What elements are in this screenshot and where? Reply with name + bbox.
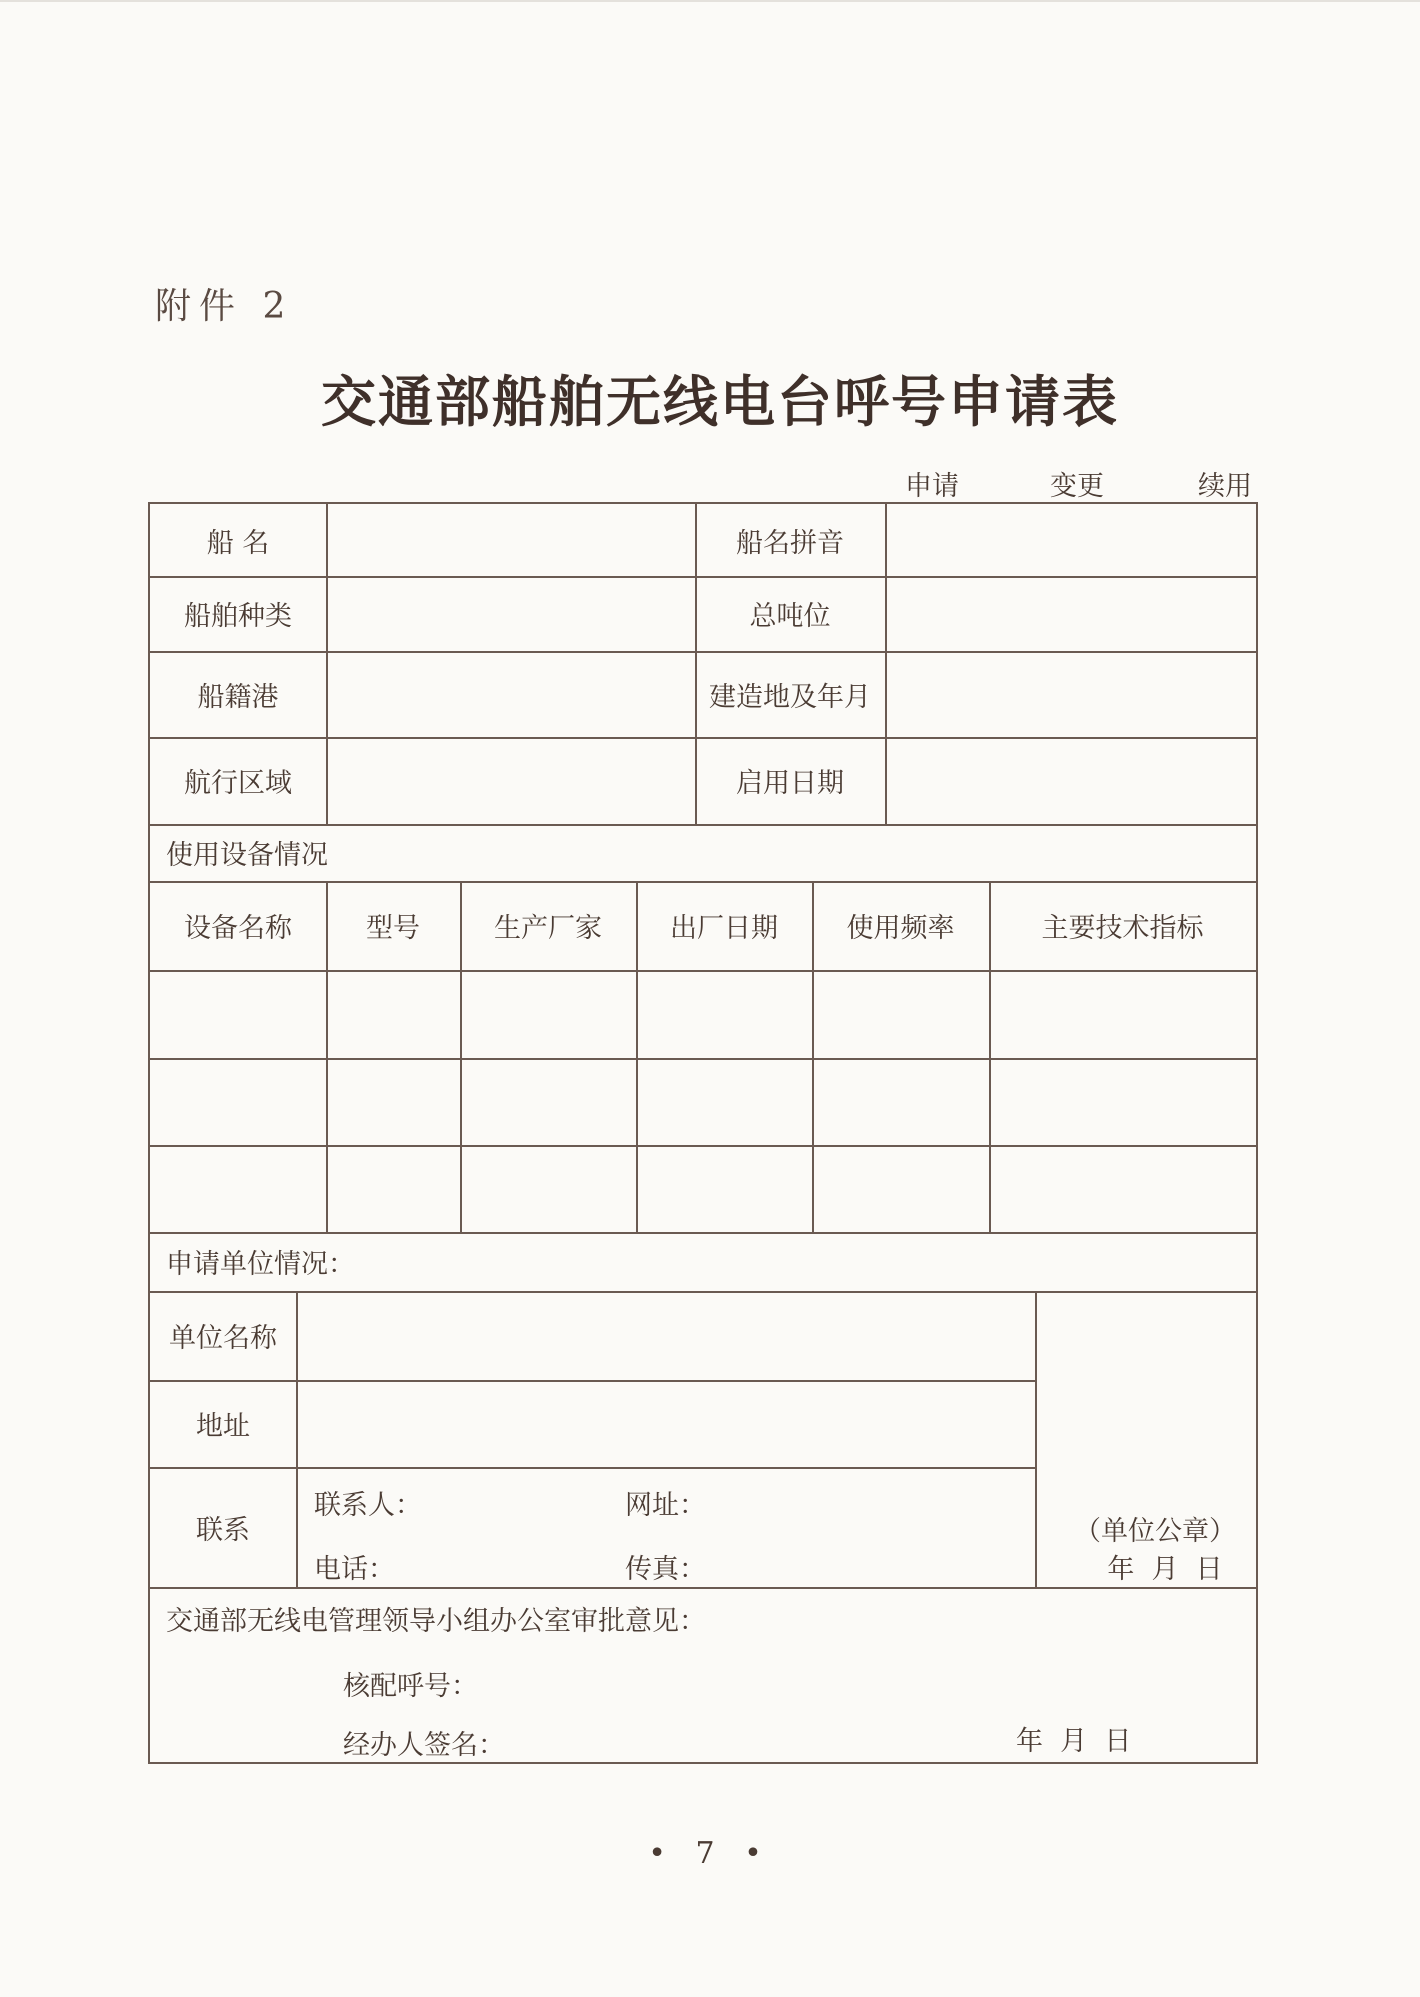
column-frequency: 使用频率: [846, 913, 955, 944]
column-equipment-name: 设备名称: [184, 913, 292, 944]
col-divider: [326, 504, 328, 824]
label-fax: 传真：: [625, 1553, 706, 1585]
label-handler-signature: 经办人签名：: [343, 1729, 505, 1761]
attachment-label: 附件 2: [155, 286, 294, 327]
row-divider: [150, 1058, 1256, 1060]
col-divider: [1035, 1291, 1037, 1587]
option-change: 变更: [1050, 471, 1104, 502]
approval-section-title: 交通部无线电管理领导小组办公室审批意见：: [166, 1605, 706, 1637]
label-contact: 联系: [196, 1514, 250, 1546]
column-manufacture-date: 出厂日期: [670, 913, 778, 944]
label-navigation-area: 航行区域: [184, 768, 292, 799]
page-number: • 7 •: [648, 1836, 772, 1871]
applicant-section-title: 申请单位情况：: [166, 1249, 355, 1280]
row-divider: [150, 1291, 1256, 1293]
row-divider: [150, 970, 1256, 972]
label-approval-date: 年 月 日: [1016, 1725, 1132, 1757]
row-divider: [150, 1145, 1256, 1147]
label-build-place-date: 建造地及年月: [709, 681, 871, 713]
form-title: 交通部船舶无线电台呼号申请表: [320, 369, 1119, 434]
label-gross-tonnage: 总吨位: [749, 601, 831, 632]
label-address: 地址: [196, 1411, 250, 1442]
label-unit-seal: （单位公章）: [1074, 1515, 1236, 1547]
label-ship-type: 船舶种类: [184, 601, 292, 632]
column-model: 型号: [366, 913, 420, 944]
col-divider: [885, 504, 887, 824]
equipment-section-title: 使用设备情况: [166, 840, 328, 871]
option-apply: 申请: [905, 471, 959, 502]
label-unit-name: 单位名称: [169, 1323, 277, 1354]
option-renew: 续用: [1198, 471, 1252, 502]
row-divider: [150, 1587, 1256, 1589]
col-divider: [296, 1291, 298, 1587]
label-port-of-registry: 船籍港: [197, 681, 279, 713]
label-commission-date: 启用日期: [736, 768, 844, 799]
label-contact-person: 联系人：: [314, 1489, 422, 1521]
column-manufacturer: 生产厂家: [494, 913, 602, 944]
label-assigned-call-sign: 核配呼号：: [343, 1670, 478, 1702]
label-website: 网址：: [625, 1489, 706, 1521]
label-phone: 电话：: [314, 1553, 395, 1585]
label-ship-name-pinyin: 船名拼音: [736, 527, 844, 559]
column-technical-specs: 主要技术指标: [1041, 913, 1204, 944]
label-ship-name: 船 名: [206, 527, 270, 559]
scan-edge: [0, 0, 1420, 2]
application-form-table: [148, 502, 1258, 1764]
label-seal-date: 年 月 日: [1107, 1553, 1223, 1585]
